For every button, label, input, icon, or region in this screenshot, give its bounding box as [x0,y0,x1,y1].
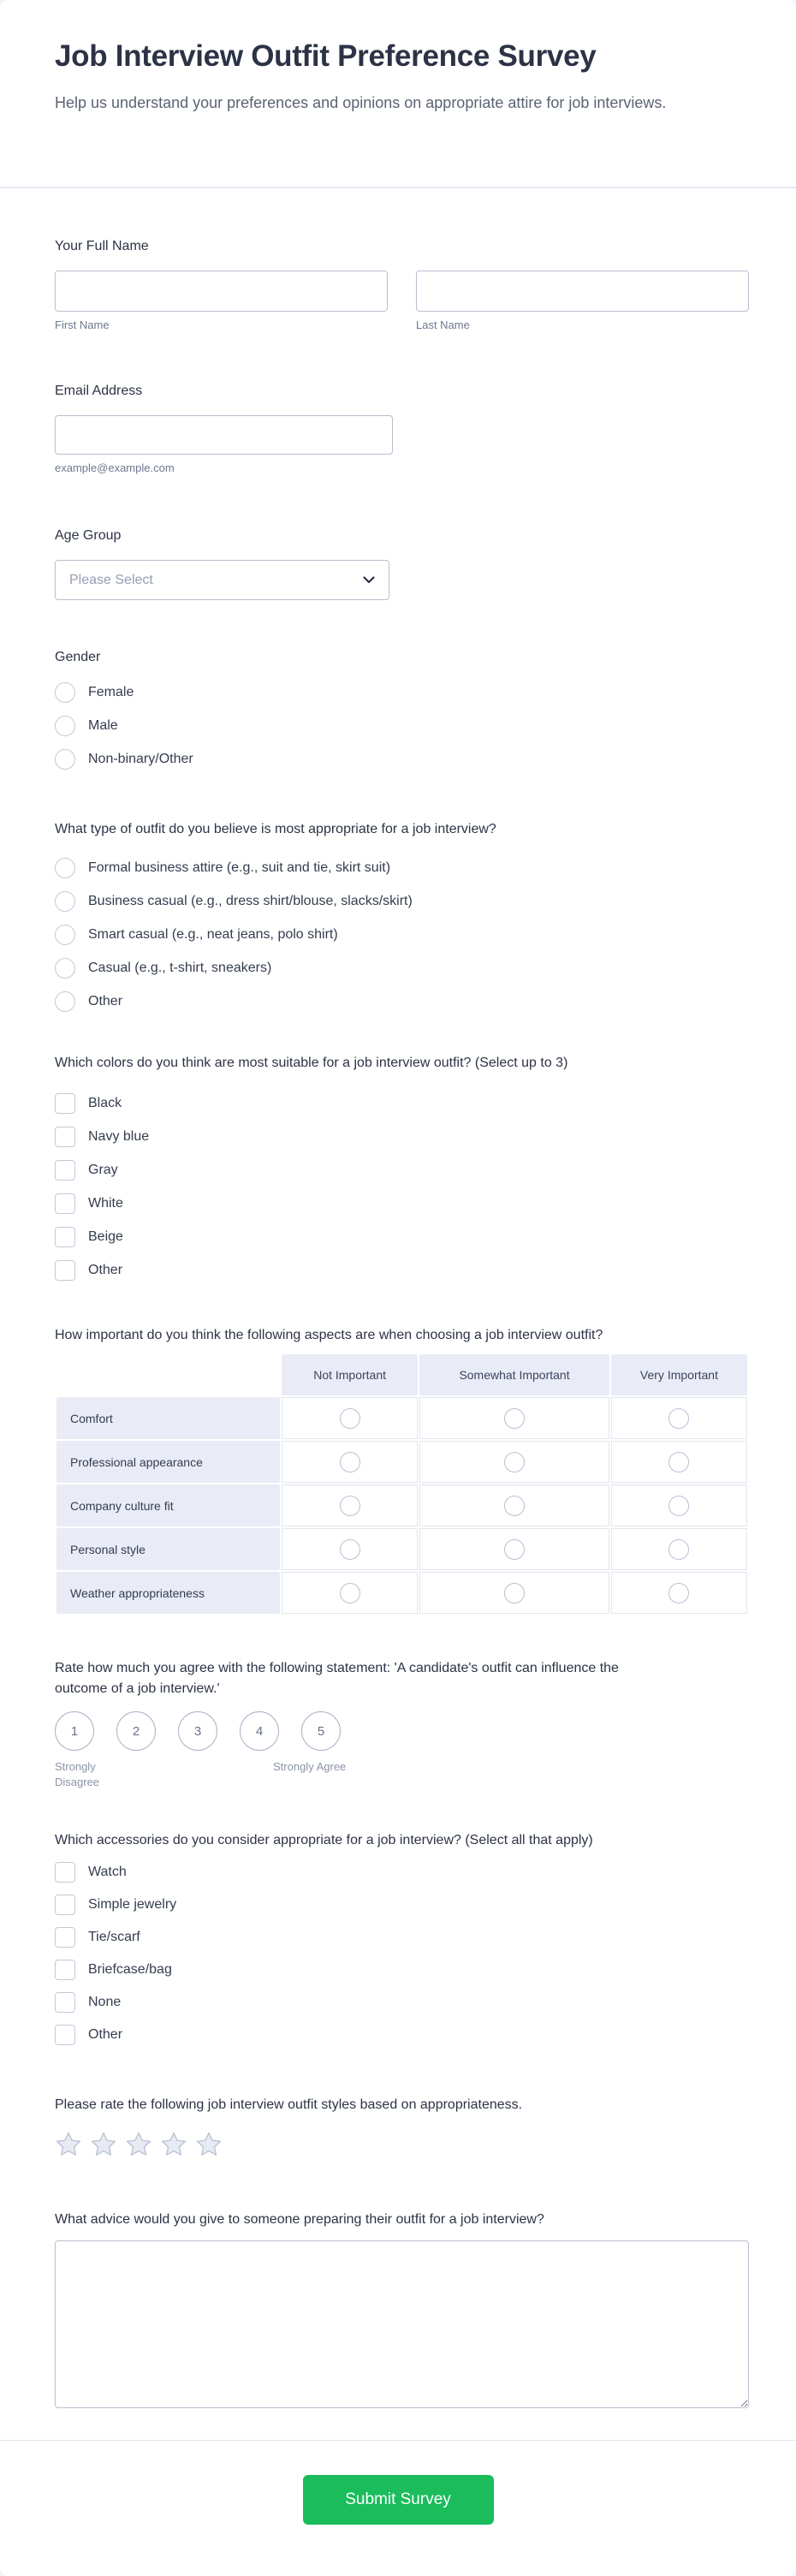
checkbox-option-simple-jewelry[interactable] [55,1894,749,1915]
scale-option-2[interactable]: 2 [116,1711,156,1751]
question-label: Please rate the following job interview outfit styles based on appropriateness. [55,2097,523,2112]
matrix-cell[interactable] [419,1397,609,1439]
matrix-row-label: Personal style [56,1528,280,1570]
matrix-cell[interactable] [611,1572,747,1614]
matrix-radio[interactable] [668,1539,689,1560]
question-importance-matrix [55,1325,749,1615]
option-label: Formal business attire (e.g., suit and tie, skirt suit) [88,860,391,875]
checkbox[interactable] [55,1160,75,1181]
last-name-column [416,271,749,331]
question-label: Age Group [55,528,122,543]
question-label: Email Address [55,384,143,398]
checkbox-option-beige[interactable] [55,1226,749,1247]
option-label: Casual (e.g., t-shirt, sneakers) [88,960,272,975]
radio-button[interactable] [55,958,75,979]
question-email [55,381,749,474]
first-name-input[interactable] [55,271,388,312]
accessories-options [55,1861,749,2045]
option-label: Simple jewelry [88,1896,177,1912]
page-title: Job Interview Outfit Preference Survey [55,39,597,73]
matrix-row-label: Weather appropriateness [56,1572,280,1614]
page-subtitle: Help us understand your preferences and opinions on appropriate attire for job interviews. [55,94,667,111]
matrix-row-comfort [56,1397,747,1439]
matrix-row-label: Company culture fit [56,1484,280,1526]
checkbox[interactable] [55,1260,75,1281]
star-icon[interactable] [125,2131,152,2158]
option-label: Male [88,717,118,733]
question-age-group [55,526,749,600]
matrix-radio[interactable] [668,1496,689,1516]
option-label: None [88,1994,122,2009]
submit-survey-button[interactable]: Submit Survey [303,2475,494,2525]
question-label: How important do you think the following aspects are when choosing a job interview outfit? [55,1328,603,1342]
checkbox[interactable] [55,1227,75,1247]
matrix-cell[interactable] [611,1441,747,1483]
matrix-cell[interactable] [282,1528,418,1570]
matrix-radio[interactable] [504,1452,525,1472]
checkbox-option-briefcase-bag[interactable] [55,1959,749,1980]
matrix-radio[interactable] [668,1583,689,1603]
matrix-radio[interactable] [340,1539,360,1560]
option-label: Non-binary/Other [88,751,193,766]
matrix-cell[interactable] [419,1572,609,1614]
star-icon[interactable] [90,2131,117,2158]
checkbox[interactable] [55,1895,75,1915]
checkbox-option-other[interactable] [55,1259,749,1281]
checkbox[interactable] [55,1093,75,1114]
email-field-wrap [55,415,393,474]
matrix-corner-cell [56,1354,280,1395]
question-label: What advice would you give to someone preparing their outfit for a job interview? [55,2212,544,2227]
questions-container [0,236,796,2412]
footer-divider [0,2440,796,2441]
checkbox-option-gray[interactable] [55,1159,749,1181]
star-icon[interactable] [195,2131,223,2158]
matrix-radio[interactable] [504,1408,525,1429]
email-sublabel: example@example.com [55,461,175,474]
matrix-cell[interactable] [611,1484,747,1526]
bottom-spacer [0,2525,796,2567]
radio-option-formal[interactable] [55,857,749,878]
matrix-row-label: Comfort [56,1397,280,1439]
matrix-column-header: Very Important [611,1354,747,1395]
question-gender [55,647,749,770]
question-colors [55,1053,749,1281]
scale-option-4[interactable]: 4 [240,1711,279,1751]
first-name-sublabel: First Name [55,318,110,331]
question-full-name [55,236,749,331]
question-outfit-type [55,819,749,1012]
matrix-cell[interactable] [282,1397,418,1439]
radio-option-smart-casual[interactable] [55,924,749,945]
scale-option-3[interactable]: 3 [178,1711,217,1751]
checkbox[interactable] [55,1127,75,1147]
checkbox-option-other[interactable] [55,2024,749,2045]
matrix-row-company-culture-fit [56,1484,747,1526]
checkbox-option-watch[interactable] [55,1861,749,1883]
checkbox[interactable] [55,1927,75,1948]
matrix-radio[interactable] [340,1408,360,1429]
matrix-cell[interactable] [282,1484,418,1526]
checkbox[interactable] [55,2025,75,2045]
outfit-type-options [55,857,749,1012]
option-label: Beige [88,1229,123,1244]
radio-button[interactable] [55,891,75,912]
radio-option-casual[interactable] [55,957,749,979]
radio-button[interactable] [55,858,75,878]
checkbox[interactable] [55,1193,75,1214]
radio-button[interactable] [55,716,75,736]
question-advice [55,2210,749,2412]
matrix-cell[interactable] [282,1441,418,1483]
checkbox-option-none[interactable] [55,1991,749,2013]
checkbox-option-tie-scarf[interactable] [55,1926,749,1948]
scale-right-label: Strongly Agree [273,1760,347,1773]
form-header [0,0,796,188]
matrix-radio[interactable] [504,1583,525,1603]
checkbox-option-black[interactable] [55,1092,749,1114]
option-label: Other [88,1262,123,1277]
radio-button[interactable] [55,682,75,703]
matrix-cell[interactable] [611,1528,747,1570]
question-accessories [55,1830,749,2045]
option-label: Female [88,684,134,699]
scale-option-1[interactable]: 1 [55,1711,94,1751]
option-label: Other [88,993,123,1008]
matrix-radio[interactable] [668,1408,689,1429]
chevron-down-icon [363,573,375,588]
question-label: Which accessories do you consider appropriate for a job interview? (Select all that apply) [55,1833,593,1847]
matrix-cell[interactable] [611,1397,747,1439]
option-label: Black [88,1095,122,1110]
option-label: Tie/scarf [88,1929,140,1944]
matrix-column-header: Not Important [282,1354,418,1395]
matrix-header-row [56,1354,747,1395]
colors-options [55,1092,749,1281]
matrix-row-weather-appropriateness [56,1572,747,1614]
matrix-cell[interactable] [419,1528,609,1570]
select-placeholder: Please Select [69,572,153,587]
scale-options [55,1711,749,1751]
matrix-row-personal-style [56,1528,747,1570]
matrix-radio[interactable] [668,1452,689,1472]
matrix-radio[interactable] [504,1496,525,1516]
option-label: Watch [88,1864,127,1879]
question-label: Your Full Name [55,239,149,253]
scale-left-label: Strongly Disagree [55,1760,100,1788]
name-fields-row [55,271,749,331]
matrix-row-professional-appearance [56,1441,747,1483]
star-icon[interactable] [55,2131,82,2158]
email-input[interactable] [55,415,393,455]
checkbox[interactable] [55,1992,75,2013]
option-label: Briefcase/bag [88,1961,172,1977]
matrix-radio[interactable] [340,1583,360,1603]
question-label: Gender [55,650,101,664]
matrix-radio[interactable] [340,1496,360,1516]
option-label: Other [88,2026,123,2042]
radio-button[interactable] [55,991,75,1012]
checkbox[interactable] [55,1960,75,1980]
scale-option-5[interactable]: 5 [301,1711,341,1751]
radio-option-other[interactable] [55,991,749,1012]
matrix-radio[interactable] [340,1452,360,1472]
option-label: White [88,1195,123,1211]
matrix-column-header: Somewhat Important [419,1354,609,1395]
scale-labels [55,1759,749,1792]
option-label: Gray [88,1162,118,1177]
checkbox-option-navy-blue[interactable] [55,1126,749,1147]
option-label: Business casual (e.g., dress shirt/blouse, slacks/skirt) [88,893,413,908]
question-label: Which colors do you think are most suitable for a job interview outfit? (Select up to 3) [55,1056,568,1070]
matrix-cell[interactable] [282,1572,418,1614]
matrix-radio[interactable] [504,1539,525,1560]
radio-option-male[interactable] [55,715,749,736]
advice-textarea[interactable] [55,2240,749,2408]
radio-option-nonbinary[interactable] [55,748,749,770]
checkbox[interactable] [55,1862,75,1883]
question-agreement-scale [55,1658,749,1792]
question-label: What type of outfit do you believe is most appropriate for a job interview? [55,822,496,836]
star-icon[interactable] [160,2131,187,2158]
question-label: Rate how much you agree with the following statement: 'A candidate's outfit can influence the outcome of a job interview.' [55,1661,619,1696]
radio-option-business-casual[interactable] [55,890,749,912]
star-rating [55,2131,749,2158]
option-label: Navy blue [88,1128,150,1144]
gender-options [55,681,749,770]
age-group-select[interactable] [55,560,389,600]
checkbox-option-white[interactable] [55,1193,749,1214]
radio-option-female[interactable] [55,681,749,703]
matrix-cell[interactable] [419,1441,609,1483]
question-style-rating [55,2095,749,2158]
matrix-row-label: Professional appearance [56,1441,280,1483]
importance-matrix-table [55,1353,749,1615]
last-name-sublabel: Last Name [416,318,470,331]
matrix-cell[interactable] [419,1484,609,1526]
radio-button[interactable] [55,925,75,945]
first-name-column [55,271,388,331]
last-name-input[interactable] [416,271,749,312]
option-label: Smart casual (e.g., neat jeans, polo shirt) [88,926,338,942]
radio-button[interactable] [55,749,75,770]
